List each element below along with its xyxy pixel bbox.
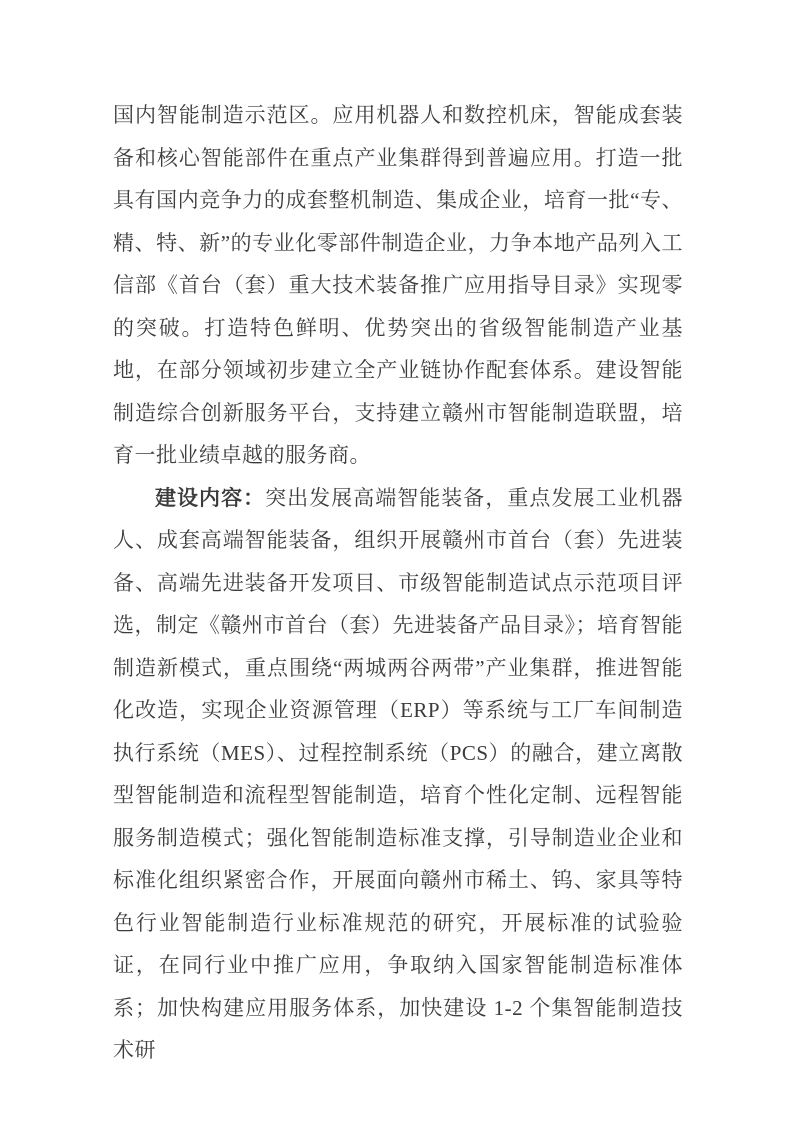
paragraph-text: 突出发展高端智能装备，重点发展工业机器人、成套高端智能装备，组织开展赣州市首台（套）先进装备、高端先进装备开发项目、市级智能制造试点示范项目评选，制定《赣州市首台（套）先进装备产品目录》；培育智能制造新模式，重点围绕“两城两谷两带”产业集群，推进智能化改造，实现企业资源管理（ERP）等系统与工厂车间制造执行系统（MES）、过程控制系统（PCS）的融合，建立离散型智能制造和流程型智能制造，培育个性化定制、远程智能服务制造模式；强化智能制造标准支撑，引导制造业企业和标准化组织紧密合作，开展面向赣州市稀土、钨、家具等特色行业智能制造行业标准规范的研究，开展标准的试验验证，在同行业中推广应用，争取纳入国家智能制造标准体系；加快构建应用服务体系，加快建设 1-2 个集智能制造技术研: [113, 485, 683, 1062]
paragraph-continuation: [113, 94, 683, 477]
document-body: [113, 94, 683, 1072]
paragraph-text: 国内智能制造示范区。应用机器人和数控机床，智能成套装备和核心智能部件在重点产业集群得到普遍应用。打造一批具有国内竞争力的成套整机制造、集成企业，培育一批“专、精、特、新”的专业化零部件制造企业，力争本地产品列入工信部《首台（套）重大技术装备推广应用指导目录》实现零的突破。打造特色鲜明、优势突出的省级智能制造产业基地，在部分领域初步建立全产业链协作配套体系。建设智能制造综合创新服务平台，支持建立赣州市智能制造联盟，培育一批业绩卓越的服务商。: [113, 103, 683, 467]
paragraph-construction-content: [113, 477, 683, 1072]
paragraph-lead-label: 建设内容：: [155, 485, 266, 510]
